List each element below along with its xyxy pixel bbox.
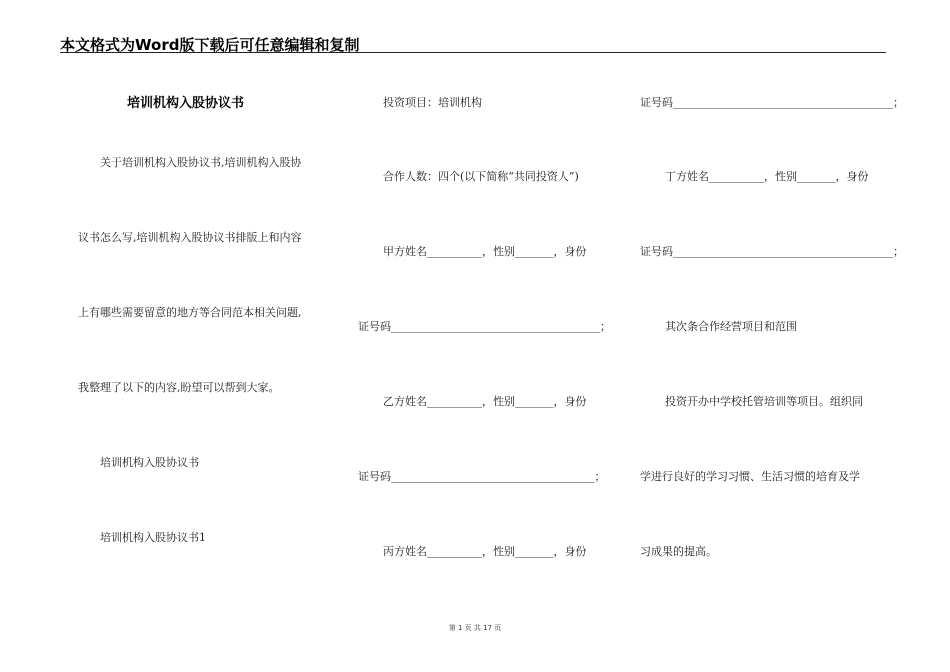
column-3-line: 投资开办中学校托管培训等项目。组织同 — [665, 395, 863, 408]
column-2-line: 证号码_____________________________________； — [358, 470, 606, 483]
column-3-line: 其次条合作经营项目和范围 — [665, 320, 797, 333]
column-3-line: 学进行良好的学习习惯、生活习惯的培育及学 — [640, 470, 860, 483]
column-2-line: 乙方姓名__________，性别_______，身份 — [383, 395, 587, 408]
column-2-line: 丙方姓名__________，性别_______，身份 — [383, 545, 587, 558]
column-2-line: 证号码______________________________________； — [358, 320, 611, 333]
column-2-line: 投资项目：培训机构 — [383, 96, 482, 109]
column-3-line: 证号码________________________________________； — [640, 245, 904, 258]
document-title: 培训机构入股协议书 — [127, 96, 245, 111]
column-1-line: 培训机构入股协议书 — [100, 456, 199, 469]
page-number-footer: 第 1 页 共 17 页 — [448, 624, 502, 632]
column-2-line: 甲方姓名__________，性别_______，身份 — [383, 245, 587, 258]
column-1-line: 培训机构入股协议书1 — [100, 531, 206, 544]
column-1-line: 我整理了以下的内容,盼望可以帮到大家。 — [78, 381, 280, 394]
document-header: 本文格式为Word版下载后可任意编辑和复制 — [60, 36, 360, 54]
column-3-line: 证号码________________________________________； — [640, 96, 904, 109]
column-3-line: 习成果的提高。 — [640, 545, 717, 558]
column-3-line: 丁方姓名__________，性别_______，身份 — [665, 170, 869, 183]
column-1-line: 上有哪些需要留意的地方等合同范本相关问题, — [78, 306, 302, 319]
header-rule — [60, 52, 886, 53]
column-1-line: 议书怎么写,培训机构入股协议书排版上和内容 — [78, 231, 302, 244]
column-1-line: 关于培训机构入股协议书,培训机构入股协 — [100, 156, 302, 169]
column-2-line: 合作人数：四个(以下简称“共同投资人”) — [383, 170, 579, 183]
